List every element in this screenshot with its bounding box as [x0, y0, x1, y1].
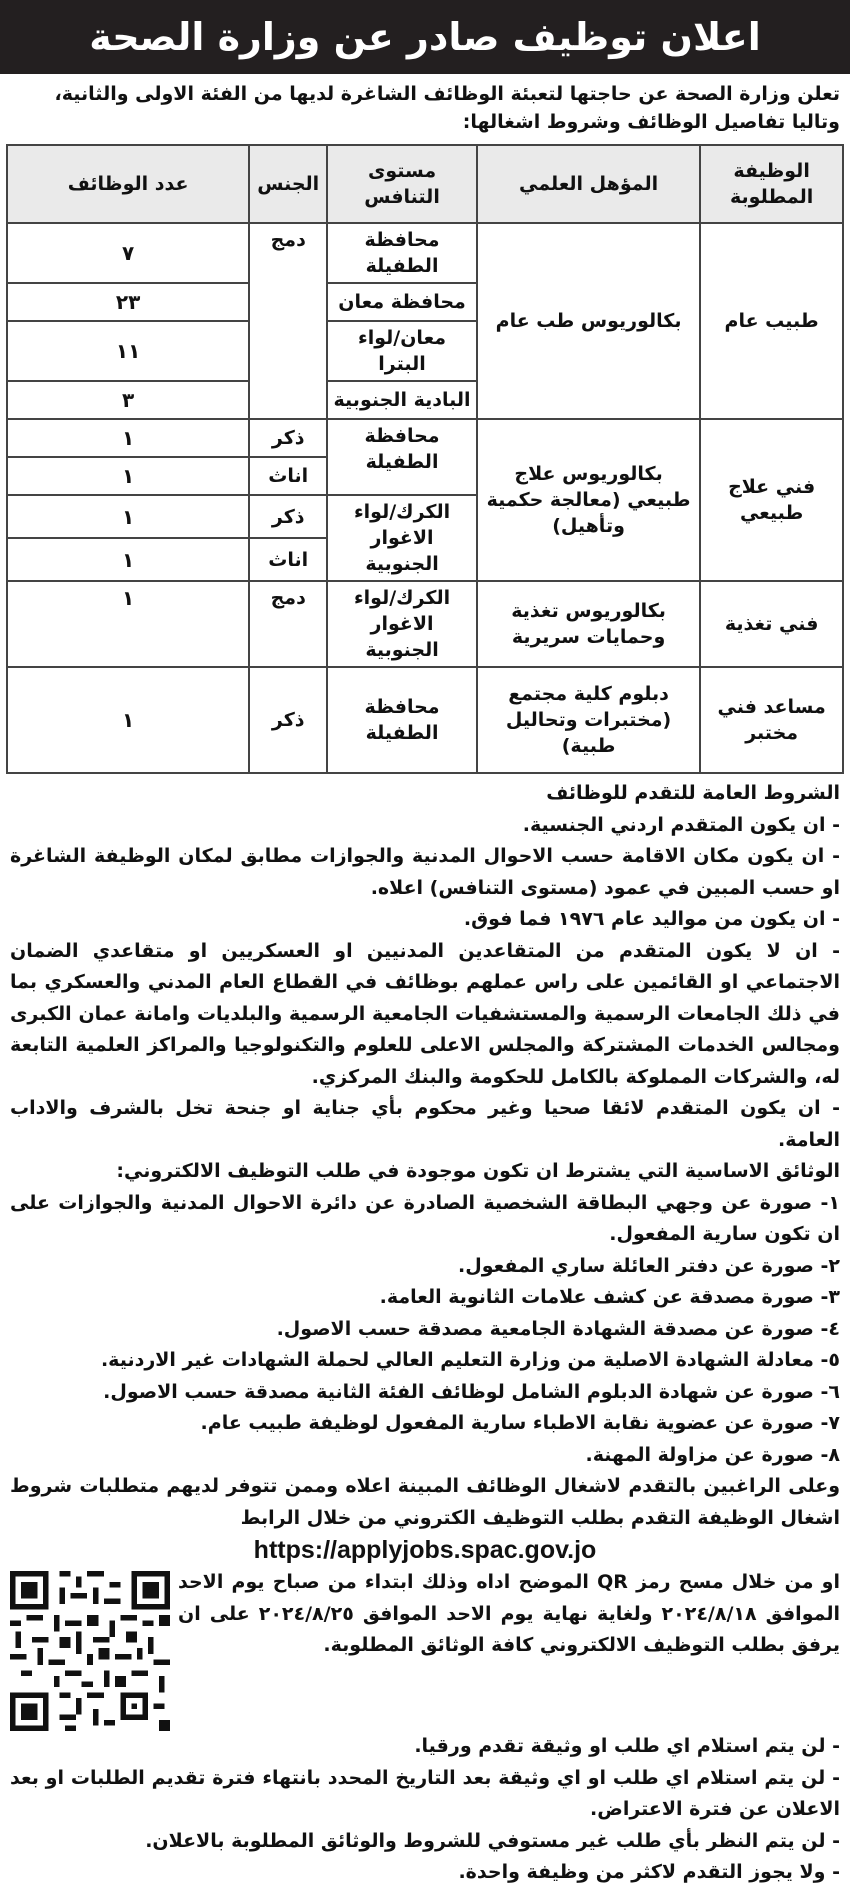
- gender-cell: ذكر: [249, 495, 327, 538]
- qr-section: [10, 1567, 840, 1731]
- qualification-cell: بكالوريوس تغذية وحمايات سريرية: [477, 581, 700, 667]
- document-item: ٥- معادلة الشهادة الاصلية من وزارة التعليم العالي لحملة الشهادات غير الاردنية.: [100, 1349, 840, 1371]
- table-row: [7, 419, 843, 457]
- job-cell: طبيب عام: [700, 223, 843, 419]
- gender-cell: دمج: [249, 223, 327, 419]
- header-gender: الجنس: [249, 145, 327, 223]
- gender-cell: ذكر: [249, 419, 327, 457]
- table-row: [7, 223, 843, 283]
- document-item: ٨- صورة عن مزاولة المهنة.: [585, 1443, 840, 1466]
- qr-instructions: او من خلال مسح رمز QR الموضح اداه وذلك ابتداء من صباح يوم الاحد الموافق ٢٠٢٤/٨/١٨ ولغاية نهاية يوم الاحد الموافق ٢٠٢٤/٨/٢٥ على ان يرفق بطلب التوظيف الالكتروني كافة الوثائق المطلوبة.: [178, 1571, 840, 1656]
- general-conditions-title: الشروط العامة للتقدم للوظائف: [546, 782, 840, 804]
- table-row: [7, 581, 843, 667]
- count-cell: ٧: [7, 223, 249, 283]
- note-item: - لن يتم استلام اي طلب او وثيقة تقدم ورقيا.: [414, 1735, 840, 1757]
- apply-details: [6, 1567, 844, 1889]
- condition-item: - ان يكون المتقدم لائقا صحيا وغير محكوم بأي جناية او جنحة تخل بالشرف والاداب العامة.: [10, 1097, 840, 1151]
- count-cell: ١: [7, 581, 249, 667]
- level-cell: محافظة معان: [327, 283, 477, 321]
- header-level: مستوى التنافس: [327, 145, 477, 223]
- document-item: ٧- صورة عن عضوية نقابة الاطباء سارية المفعول لوظيفة طبيب عام.: [200, 1412, 840, 1434]
- document-item: ٤- صورة عن مصدقة الشهادة الجامعية مصدقة حسب الاصول.: [276, 1317, 840, 1340]
- gender-cell: اناث: [249, 457, 327, 495]
- job-cell: فني تغذية: [700, 581, 843, 667]
- job-cell: مساعد فني مختبر: [700, 667, 843, 773]
- condition-item: - ان يكون المتقدم اردني الجنسية.: [522, 813, 840, 836]
- header-qualification: المؤهل العلمي: [477, 145, 700, 223]
- document-item: ٣- صورة مصدقة عن كشف علامات الثانوية العامة.: [379, 1286, 840, 1308]
- application-url-link[interactable]: https://applyjobs.spac.gov.jo: [253, 1536, 597, 1564]
- document-item: ١- صورة عن وجهي البطاقة الشخصية الصادرة عن دائرة الاحوال المدنية والجوازات على ان تكون سارية المفعول.: [10, 1191, 840, 1245]
- gender-cell: اناث: [249, 538, 327, 581]
- header-count: عدد الوظائف: [7, 145, 249, 223]
- count-cell: ٢٣: [7, 283, 249, 321]
- apply-instructions: وعلى الراغبين بالتقدم لاشغال الوظائف المبينة اعلاه وممن تتوفر لديهم متطلبات شروط اشغال الوظيفة التقدم بطلب التوظيف الكتروني من خلال الرابط: [10, 1475, 840, 1529]
- header-job: الوظيفة المطلوبة: [700, 145, 843, 223]
- jobs-table: [6, 144, 844, 774]
- document-item: ٦- صورة عن شهادة الدبلوم الشامل لوظائف الفئة الثانية مصدقة حسب الاصول.: [103, 1380, 840, 1403]
- level-cell: محافظة الطفيلة: [327, 667, 477, 773]
- count-cell: ١: [7, 538, 249, 581]
- table-row: [7, 667, 843, 773]
- document-item: ٢- صورة عن دفتر العائلة ساري المفعول.: [458, 1254, 840, 1277]
- level-cell: الكرك/لواء الاغوار الجنوبية: [327, 581, 477, 667]
- count-cell: ١: [7, 419, 249, 457]
- note-item: - لن يتم استلام اي طلب او اي وثيقة بعد التاريخ المحدد بانتهاء فترة تقديم الطلبات او بعد الاعلان عن فترة الاعتراض.: [10, 1766, 840, 1820]
- job-cell: فني علاج طبيعي: [700, 419, 843, 581]
- note-item: - ولا يجوز التقدم لاكثر من وظيفة واحدة.: [458, 1861, 840, 1883]
- level-cell: الكرك/لواء الاغوار الجنوبية: [327, 495, 477, 581]
- count-cell: ١: [7, 495, 249, 538]
- qualification-cell: بكالوريوس طب عام: [477, 223, 700, 419]
- gender-cell: دمج: [249, 581, 327, 667]
- count-cell: ١: [7, 457, 249, 495]
- qr-code-icon[interactable]: [10, 1571, 170, 1731]
- condition-item: - ان لا يكون المتقدم من المتقاعدين المدنيين او العسكريين او متقاعدي الضمان الاجتماعي او القائمين على راس عملهم بوظائف في القطاع العام المدني والعسكري بما في ذلك الجامعات الرسمية والمستشفيات الجامعية الرسمية والبلديات وامانة عمان الكبرى ومجالس الخدمات المشتركة والمجلس الاعلى للعلوم والتكنولوجيا والمراكز العلمية التابعة له، والشركات المملوكة بالكامل للحكومة والبنك المركزي.: [10, 939, 840, 1088]
- gender-cell: ذكر: [249, 667, 327, 773]
- condition-item: - ان يكون من مواليد عام ١٩٧٦ فما فوق.: [463, 908, 840, 930]
- count-cell: ١١: [7, 321, 249, 381]
- intro-text: تعلن وزارة الصحة عن حاجتها لتعبئة الوظائف الشاغرة لديها من الفئة الاولى والثانية، وتاليا تفاصيل الوظائف وشروط اشغالها:: [54, 83, 840, 133]
- count-cell: ٣: [7, 381, 249, 419]
- page-title: اعلان توظيف صادر عن وزارة الصحة: [0, 0, 850, 74]
- qualification-cell: دبلوم كلية مجتمع (مختبرات وتحاليل طبية): [477, 667, 700, 773]
- conditions-section: [6, 774, 844, 1534]
- level-cell: البادية الجنوبية: [327, 381, 477, 419]
- qualification-cell: بكالوريوس علاج طبيعي (معالجة حكمية وتأهيل): [477, 419, 700, 581]
- level-cell: محافظة الطفيلة: [327, 223, 477, 283]
- level-cell: معان/لواء البترا: [327, 321, 477, 381]
- table-header-row: [7, 145, 843, 223]
- count-cell: ١: [7, 667, 249, 773]
- condition-item: - ان يكون مكان الاقامة حسب الاحوال المدنية والجوازات مطابق لمكان الوظيفة الشاغرة او حسب المبين في عمود (مستوى التنافس) اعلاه.: [10, 845, 840, 899]
- note-item: - لن يتم النظر بأي طلب غير مستوفي للشروط والوثائق المطلوبة بالاعلان.: [145, 1829, 840, 1852]
- level-cell: محافظة الطفيلة: [327, 419, 477, 495]
- documents-title: الوثائق الاساسية التي يشترط ان تكون موجودة في طلب التوظيف الالكتروني:: [116, 1160, 840, 1182]
